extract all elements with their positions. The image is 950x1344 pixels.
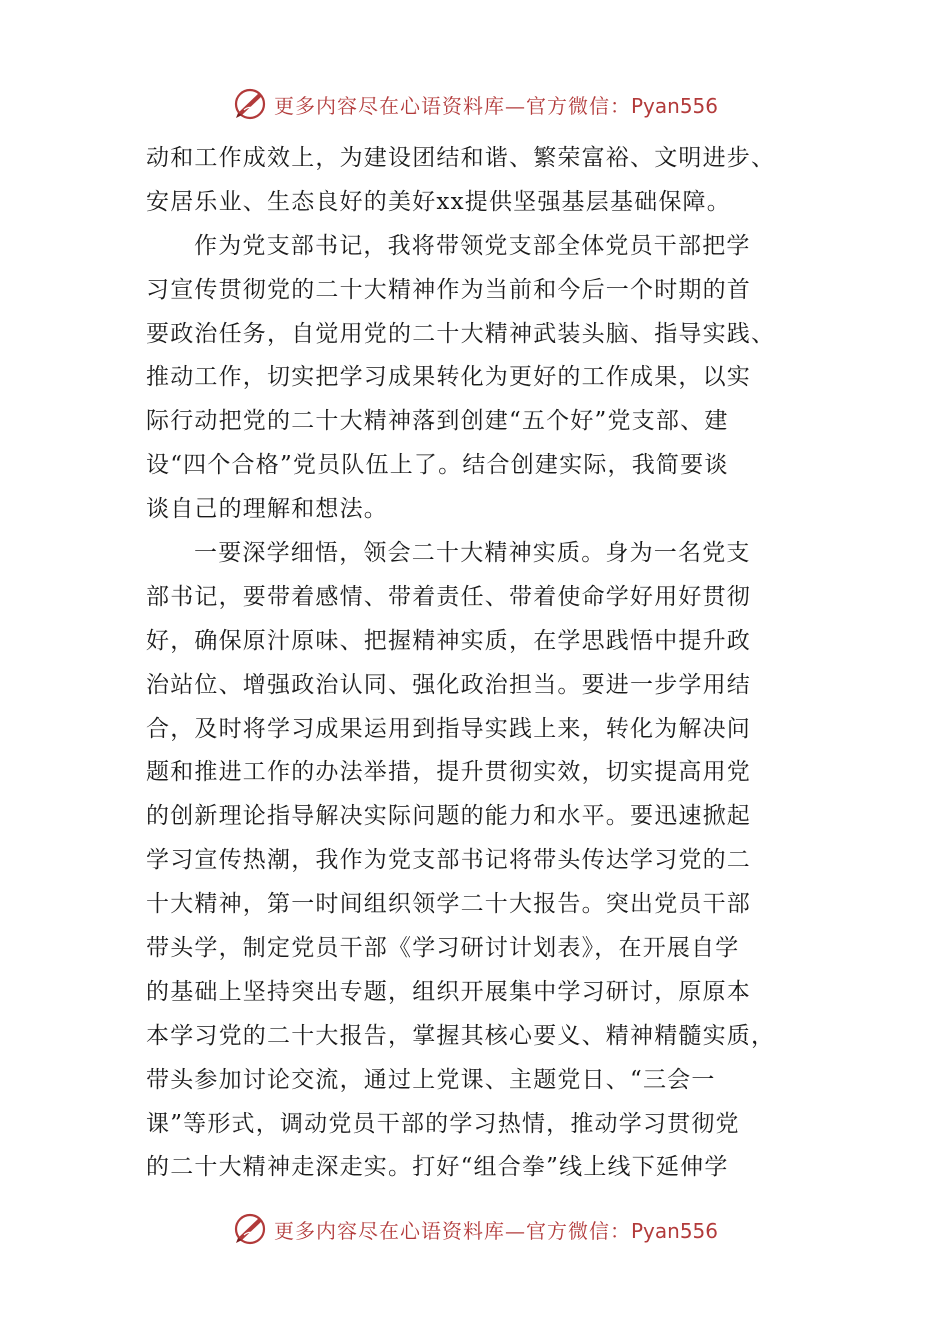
pen-logo-icon (232, 1211, 268, 1247)
text-line: 题和推进工作的办法举措，提升贯彻实效，切实提高用党 (146, 759, 751, 786)
footer-wechat-id: Pyan556 (630, 1218, 718, 1243)
text-line: 的创新理论指导解决实际问题的能力和水平。要迅速掀起 (146, 803, 751, 830)
header-wechat-id: Pyan556 (630, 93, 718, 118)
text-line: 际行动把党的二十大精神落到创建“五个好”党支部、建 (146, 408, 729, 435)
text-line: 带头学，制定党员干部《学习研讨计划表》，在开展自学 (146, 935, 740, 962)
text-line: 部书记，要带着感情、带着责任、带着使命学好用好贯彻 (146, 583, 751, 610)
text-line: 推动工作，切实把学习成果转化为更好的工作成果，以实 (146, 364, 751, 391)
text-line: 的二十大精神走深走实。打好“组合拳”线上线下延伸学 (146, 1154, 729, 1181)
document-body (146, 137, 794, 1190)
text-line: 本学习党的二十大报告，掌握其核心要义、精神精髓实质， (146, 1022, 776, 1049)
text-line: 动和工作成效上，为建设团结和谐、繁荣富裕、文明进步、 (146, 145, 776, 171)
text-line: 安居乐业、生态良好的美好xx提供坚强基层基础保障。 (146, 188, 731, 215)
text-line: 谈自己的理解和想法。 (146, 496, 388, 523)
text-line: 学习宣传热潮，我作为党支部书记将带头传达学习党的二 (146, 847, 751, 874)
text-line: 十大精神，第一时间组织领学二十大报告。突出党员干部 (146, 891, 751, 918)
text-line: 作为党支部书记，我将带领党支部全体党员干部把学 (194, 232, 751, 259)
text-line: 好，确保原汁原味、把握精神实质，在学思践悟中提升政 (146, 627, 751, 654)
text-line: 设“四个合格”党员队伍上了。结合创建实际，我简要谈 (146, 452, 729, 479)
footer-banner-text: 更多内容尽在心语资料库—官方微信：Pyan556 (273, 1218, 718, 1243)
text-line: 要政治任务，自觉用党的二十大精神武装头脑、指导实践、 (146, 320, 776, 347)
text-line: 带头参加讨论交流，通过上党课、主题党日、“三会一 (146, 1066, 716, 1093)
text-line: 习宣传贯彻党的二十大精神作为当前和今后一个时期的首 (146, 276, 751, 303)
header-banner (0, 84, 950, 124)
pen-logo-icon (232, 86, 268, 122)
text-line: 的基础上坚持突出专题，组织开展集中学习研讨，原原本 (146, 978, 751, 1005)
header-banner-text: 更多内容尽在心语资料库—官方微信：Pyan556 (273, 93, 718, 118)
text-line: 合，及时将学习成果运用到指导实践上来，转化为解决问 (146, 715, 751, 742)
text-line: 治站位、增强政治认同、强化政治担当。要进一步学用结 (146, 671, 751, 698)
footer-banner (0, 1209, 950, 1249)
text-line: 课”等形式，调动党员干部的学习热情，推动学习贯彻党 (146, 1110, 740, 1137)
text-line: 一要深学细悟，领会二十大精神实质。身为一名党支 (194, 540, 751, 567)
